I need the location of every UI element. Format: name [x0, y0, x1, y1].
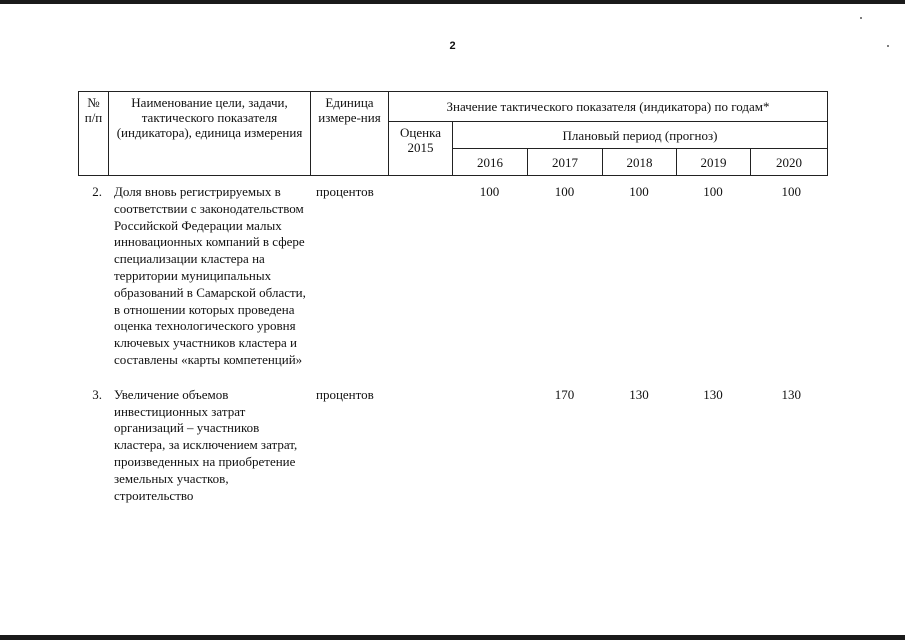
row-value: 100: [479, 184, 500, 199]
row-value: 100: [781, 184, 801, 199]
header-name: Наименование цели, задачи, тактического показателя (индикатора), единица измерения: [109, 92, 311, 176]
row-estimate: [388, 184, 452, 369]
table-body: [78, 184, 827, 504]
header-estimate: Оценка 2015: [389, 122, 453, 176]
row-value: 170: [554, 386, 575, 402]
row-num: 2.: [92, 184, 102, 199]
header-year: 2018: [603, 149, 677, 176]
header-values-group: Значение тактического показателя (индикатора) по годам*: [389, 92, 828, 122]
row-value: [452, 387, 527, 505]
table-row: [78, 184, 827, 369]
row-spacer: [78, 369, 827, 387]
row-value: 100: [703, 184, 723, 199]
header-year: 2016: [453, 149, 528, 176]
row-unit: процентов: [316, 184, 374, 199]
table-row: [78, 387, 827, 505]
header-year: 2017: [528, 149, 603, 176]
row-num: 3.: [92, 386, 102, 402]
row-value: 130: [629, 386, 649, 402]
header-plan-group: Плановый период (прогноз): [453, 122, 828, 149]
header-unit: Единица измере-ния: [311, 92, 389, 176]
bottom-border: [0, 635, 905, 640]
top-border: [0, 0, 905, 4]
page-number: 2: [449, 40, 456, 52]
scan-speck: [860, 17, 862, 19]
row-estimate: [388, 387, 452, 505]
header-num: № п/п: [79, 92, 109, 176]
row-name: Доля вновь регистрируемых в соответствии с законодательством Российской Федерации малых инновационных компаний в сфере специализации кластера на территории муниципальных образований в Самарской области, в отношении которых проведена оценка технологического уровня ключевых участников кластера и составлены «карты компетенций»: [114, 184, 306, 367]
table-header: [78, 91, 828, 176]
header-year: 2019: [677, 149, 751, 176]
row-value: 100: [629, 184, 649, 199]
row-value: 130: [781, 386, 801, 402]
header-year: 2020: [751, 149, 828, 176]
row-value: 130: [703, 386, 723, 402]
row-unit: процентов: [316, 386, 374, 402]
row-name: Увеличение объемов инвестиционных затрат организаций – участников кластера, за исключением затрат, произведенных на приобретение земельных участков, строительство: [114, 386, 298, 503]
row-value: 100: [554, 184, 575, 199]
